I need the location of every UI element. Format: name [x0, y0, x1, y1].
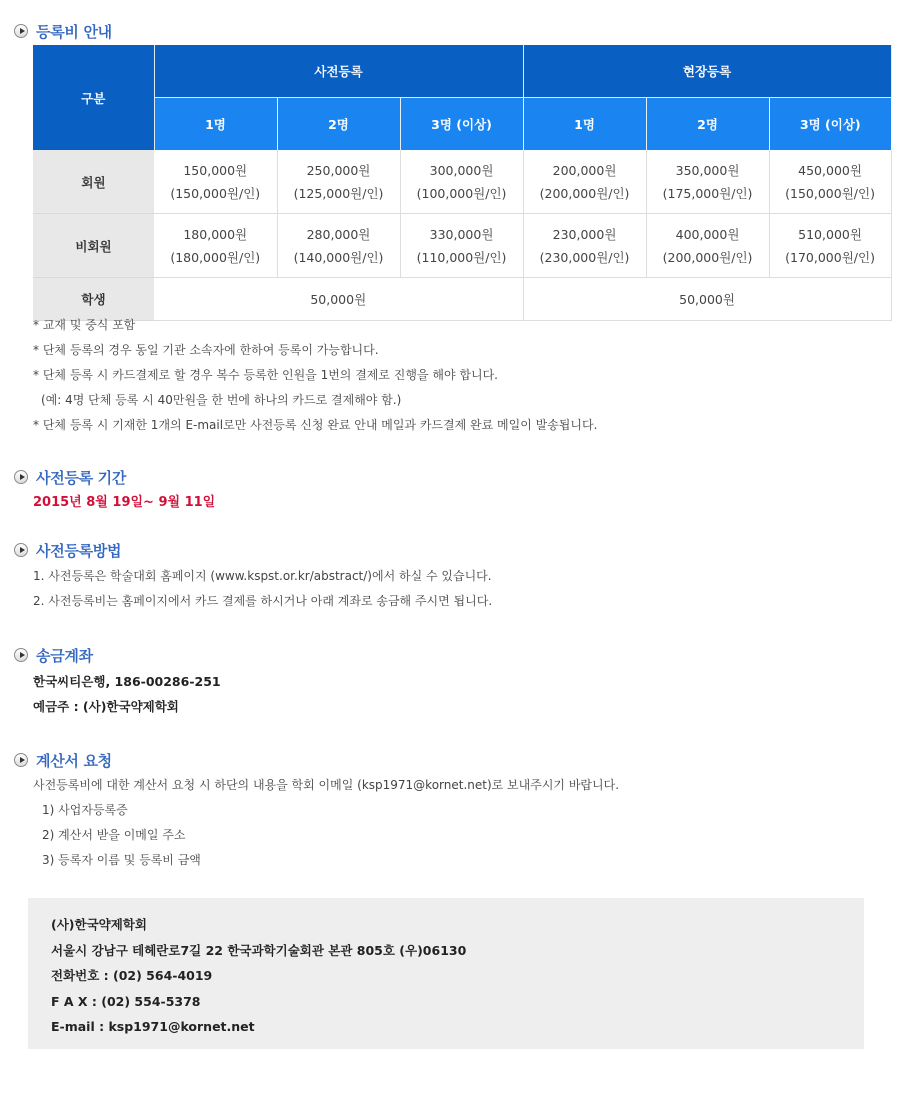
contact-box: [28, 898, 864, 1049]
fee-notes: [33, 313, 597, 438]
contact-fax: F A X : (02) 554-5378: [51, 993, 201, 1009]
account-holder: 예금주 : (사)한국약제학회: [33, 699, 179, 714]
contact-org: (사)한국약제학회: [51, 917, 147, 932]
fee-cell: 250,000원 (125,000원/인): [277, 150, 400, 214]
table-row-member: [33, 150, 891, 214]
subheader: 3명 (이상): [400, 98, 523, 151]
header-pre-registration: 사전등록: [154, 45, 523, 98]
table-corner-header: 구분: [33, 45, 154, 150]
fee-cell-student-pre: 50,000원: [154, 278, 523, 321]
pre-method-line: 2. 사전등록비는 홈페이지에서 카드 결제를 하시거나 아래 계좌로 송금해 주시면 됩니다.: [33, 594, 493, 608]
pre-method-line: 1. 사전등록은 학술대회 홈페이지 (www.kspst.or.kr/abstract/)에서 하실 수 있습니다.: [33, 569, 492, 583]
pre-method-title: 사전등록방법: [36, 541, 122, 560]
account-heading: [14, 644, 93, 666]
pre-period-heading: [14, 466, 126, 488]
contact-address: 서울시 강남구 테헤란로7길 22 한국과학기술회관 본관 805호 (우)06130: [51, 942, 467, 958]
fee-info-heading: [14, 20, 112, 42]
row-label: 비회원: [33, 214, 154, 278]
invoice-item: 3) 등록자 이름 및 등록비 금액: [42, 853, 201, 867]
fee-cell: 180,000원 (180,000원/인): [154, 214, 277, 278]
contact-email: E-mail : ksp1971@kornet.net: [51, 1019, 255, 1034]
play-bullet-icon: [14, 24, 28, 38]
fee-cell: 330,000원 (110,000원/인): [400, 214, 523, 278]
pre-period-title: 사전등록 기간: [36, 468, 127, 487]
invoice-title: 계산서 요청: [36, 751, 112, 770]
fee-cell: 200,000원 (200,000원/인): [523, 150, 646, 214]
subheader: 3명 (이상): [769, 98, 891, 151]
fee-cell: 280,000원 (140,000원/인): [277, 214, 400, 278]
note-line: * 단체 등록의 경우 동일 기관 소속자에 한하여 등록이 가능합니다.: [33, 343, 379, 357]
table-row-non-member: [33, 214, 891, 278]
subheader: 1명: [154, 98, 277, 151]
fee-info-title: 등록비 안내: [36, 22, 112, 41]
fee-cell: 400,000원 (200,000원/인): [646, 214, 769, 278]
account-title: 송금계좌: [36, 646, 93, 665]
play-bullet-icon: [14, 648, 28, 662]
play-bullet-icon: [14, 753, 28, 767]
note-line: * 교재 및 중식 포함: [33, 318, 136, 332]
fee-cell: 350,000원 (175,000원/인): [646, 150, 769, 214]
header-onsite-registration: 현장등록: [523, 45, 891, 98]
invoice-item: 2) 계산서 받을 이메일 주소: [42, 828, 186, 842]
play-bullet-icon: [14, 543, 28, 557]
invoice-intro: 사전등록비에 대한 계산서 요청 시 하단의 내용을 학회 이메일 (ksp1971@kornet.net)로 보내주시기 바랍니다.: [33, 778, 620, 792]
bank-account: 한국씨티은행, 186-00286-251: [33, 674, 221, 689]
contact-phone: 전화번호 : (02) 564-4019: [51, 968, 213, 983]
row-label: 회원: [33, 150, 154, 214]
invoice-heading: [14, 749, 112, 771]
subheader: 2명: [646, 98, 769, 151]
play-bullet-icon: [14, 470, 28, 484]
fee-cell: 450,000원 (150,000원/인): [769, 150, 891, 214]
fee-cell: 510,000원 (170,000원/인): [769, 214, 891, 278]
subheader: 2명: [277, 98, 400, 151]
note-line: * 단체 등록 시 기재한 1개의 E-mail로만 사전등록 신청 완료 안내 메일과 카드결제 완료 메일이 발송됩니다.: [33, 418, 598, 432]
row-label: 학생: [33, 278, 154, 321]
note-line: * 단체 등록 시 카드결제로 할 경우 복수 등록한 인원을 1번의 결제로 진행을 해야 합니다.: [33, 368, 498, 382]
fee-cell: 300,000원 (100,000원/인): [400, 150, 523, 214]
note-line: (예: 4명 단체 등록 시 40만원을 한 번에 하나의 카드로 결제해야 함.): [41, 393, 402, 407]
fee-cell: 150,000원 (150,000원/인): [154, 150, 277, 214]
fee-cell: 230,000원 (230,000원/인): [523, 214, 646, 278]
subheader: 1명: [523, 98, 646, 151]
fee-cell-student-onsite: 50,000원: [523, 278, 891, 321]
pre-period-date: 2015년 8월 19일~ 9월 11일: [33, 495, 216, 510]
pre-method-heading: [14, 539, 121, 561]
invoice-item: 1) 사업자등록증: [42, 803, 128, 817]
fee-table: [33, 45, 892, 321]
